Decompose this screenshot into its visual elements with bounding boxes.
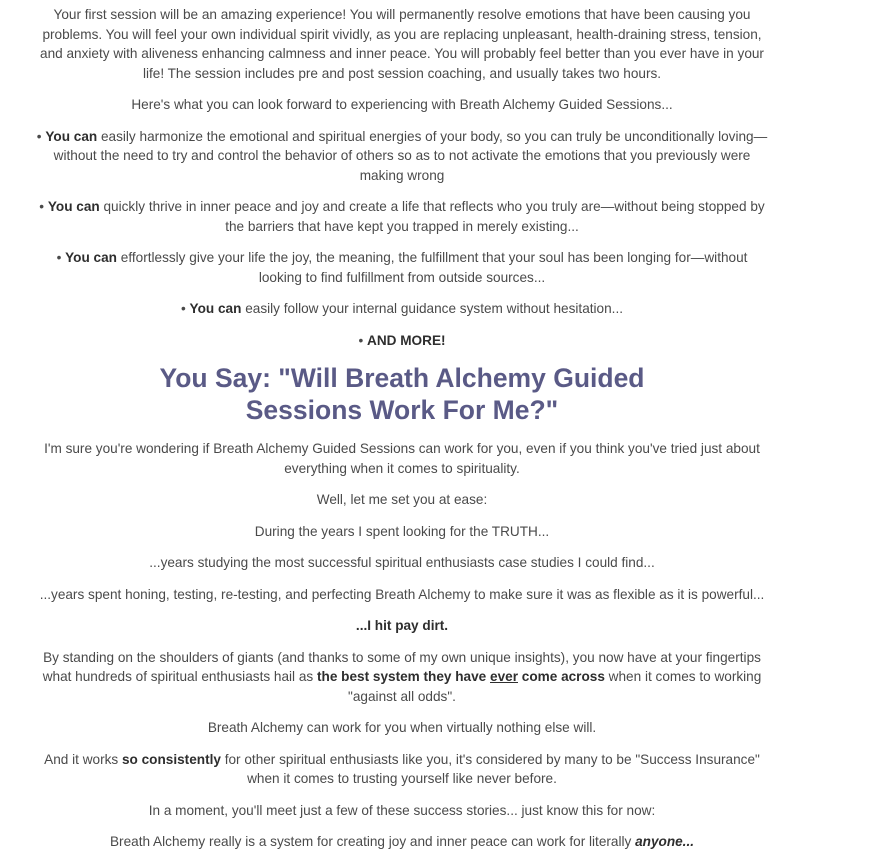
- body-paragraph-7: [35, 648, 769, 707]
- body-paragraph-5: ...years spent honing, testing, re-testing, and perfecting Breath Alchemy to make sure it was as flexible as it is powerful...: [39, 586, 765, 602]
- bullet-marker: •: [358, 332, 367, 348]
- bullet-text: effortlessly give your life the joy, the meaning, the fulfillment that your soul has been longing for—without looking to find fulfillment from outside sources...: [116, 250, 748, 285]
- bullet-emphasis: AND MORE!: [367, 332, 446, 348]
- benefit-bullet-4: [35, 299, 769, 319]
- body-paragraph-6: ...I hit pay dirt.: [355, 618, 449, 633]
- p7-emphasis-2: come across: [518, 669, 605, 684]
- bullet-marker: •: [39, 199, 48, 214]
- p7-text-a: By standing on the shoulders of giants (and thanks to some of my own unique insights), you now have at your fingertips what hundreds of spiritual enthusiasts hail as: [42, 649, 761, 684]
- benefit-bullet-2: [35, 197, 769, 236]
- bullet-emphasis: You can: [47, 199, 100, 214]
- p7-emphasis: [317, 669, 605, 684]
- p11-emphasis: anyone...: [635, 834, 695, 849]
- p7-text-c: when it comes to working "against all odds".: [348, 669, 762, 704]
- bullet-emphasis: You can: [45, 128, 98, 144]
- benefit-bullet-1: [35, 127, 769, 186]
- p11-text-a: Breath Alchemy really is a system for creating joy and inner peace can work for literally: [109, 834, 636, 849]
- body-paragraph-9: [35, 750, 769, 789]
- intro-paragraph: Your first session will be an amazing experience! You will permanently resolve emotions that have been causing you problems. You will feel your own individual spirit vividly, as you are replacing unpleasant, health-draining stress, tension, and anxiety with aliveness enhancing calmness and inner peace. You will probably feel better than you ever have in your life! The session includes pre and post session coaching, and usually takes two hours.: [40, 7, 764, 81]
- benefit-bullet-and-more: [35, 331, 769, 351]
- body-paragraph-3: During the years I spent looking for the TRUTH...: [254, 523, 550, 539]
- section-heading: You Say: "Will Breath Alchemy Guided Sessions Work For Me?": [159, 363, 645, 425]
- p7-emphasis-1: the best system they have: [317, 669, 491, 684]
- p9-emphasis: so consistently: [121, 751, 221, 767]
- bullet-text: easily harmonize the emotional and spiritual energies of your body, so you can truly be unconditionally loving—without the need to try and control the behavior of others so as to not activate the emotions that you previously were making wrong: [53, 128, 768, 183]
- bullet-marker: •: [181, 301, 190, 316]
- benefit-bullet-3: [35, 248, 769, 287]
- body-paragraph-4: ...years studying the most successful spiritual enthusiasts case studies I could find...: [149, 555, 655, 570]
- p9-text-c: for other spiritual enthusiasts like you, it's considered by many to be "Success Insurance" when it comes to trusting yourself like never before.: [220, 751, 760, 786]
- body-paragraph-1: I'm sure you're wondering if Breath Alchemy Guided Sessions can work for you, even if you think you've tried just about everything when it comes to spirituality.: [44, 441, 760, 476]
- intro-lead-in: Here's what you can look forward to experiencing with Breath Alchemy Guided Sessions...: [131, 97, 673, 112]
- bullet-marker: •: [56, 250, 66, 265]
- bullet-marker: •: [36, 128, 46, 144]
- p9-text-a: And it works: [44, 751, 122, 767]
- body-paragraph-11: [35, 832, 769, 852]
- bullet-emphasis: You can: [65, 250, 117, 265]
- body-paragraph-10: In a moment, you'll meet just a few of these success stories... just know this for now:: [148, 802, 656, 818]
- body-paragraph-8: Breath Alchemy can work for you when virtually nothing else will.: [207, 720, 597, 735]
- bullet-text: quickly thrive in inner peace and joy and create a life that reflects who you truly are—without being stopped by the barriers that have kept you trapped in merely existing...: [99, 199, 765, 234]
- bullet-emphasis: You can: [189, 301, 242, 316]
- body-paragraph-2: Well, let me set you at ease:: [316, 492, 488, 507]
- bullet-text: easily follow your internal guidance system without hesitation...: [241, 301, 623, 316]
- p7-emphasis-underlined: ever: [490, 669, 518, 684]
- sales-page-content: [35, 0, 769, 852]
